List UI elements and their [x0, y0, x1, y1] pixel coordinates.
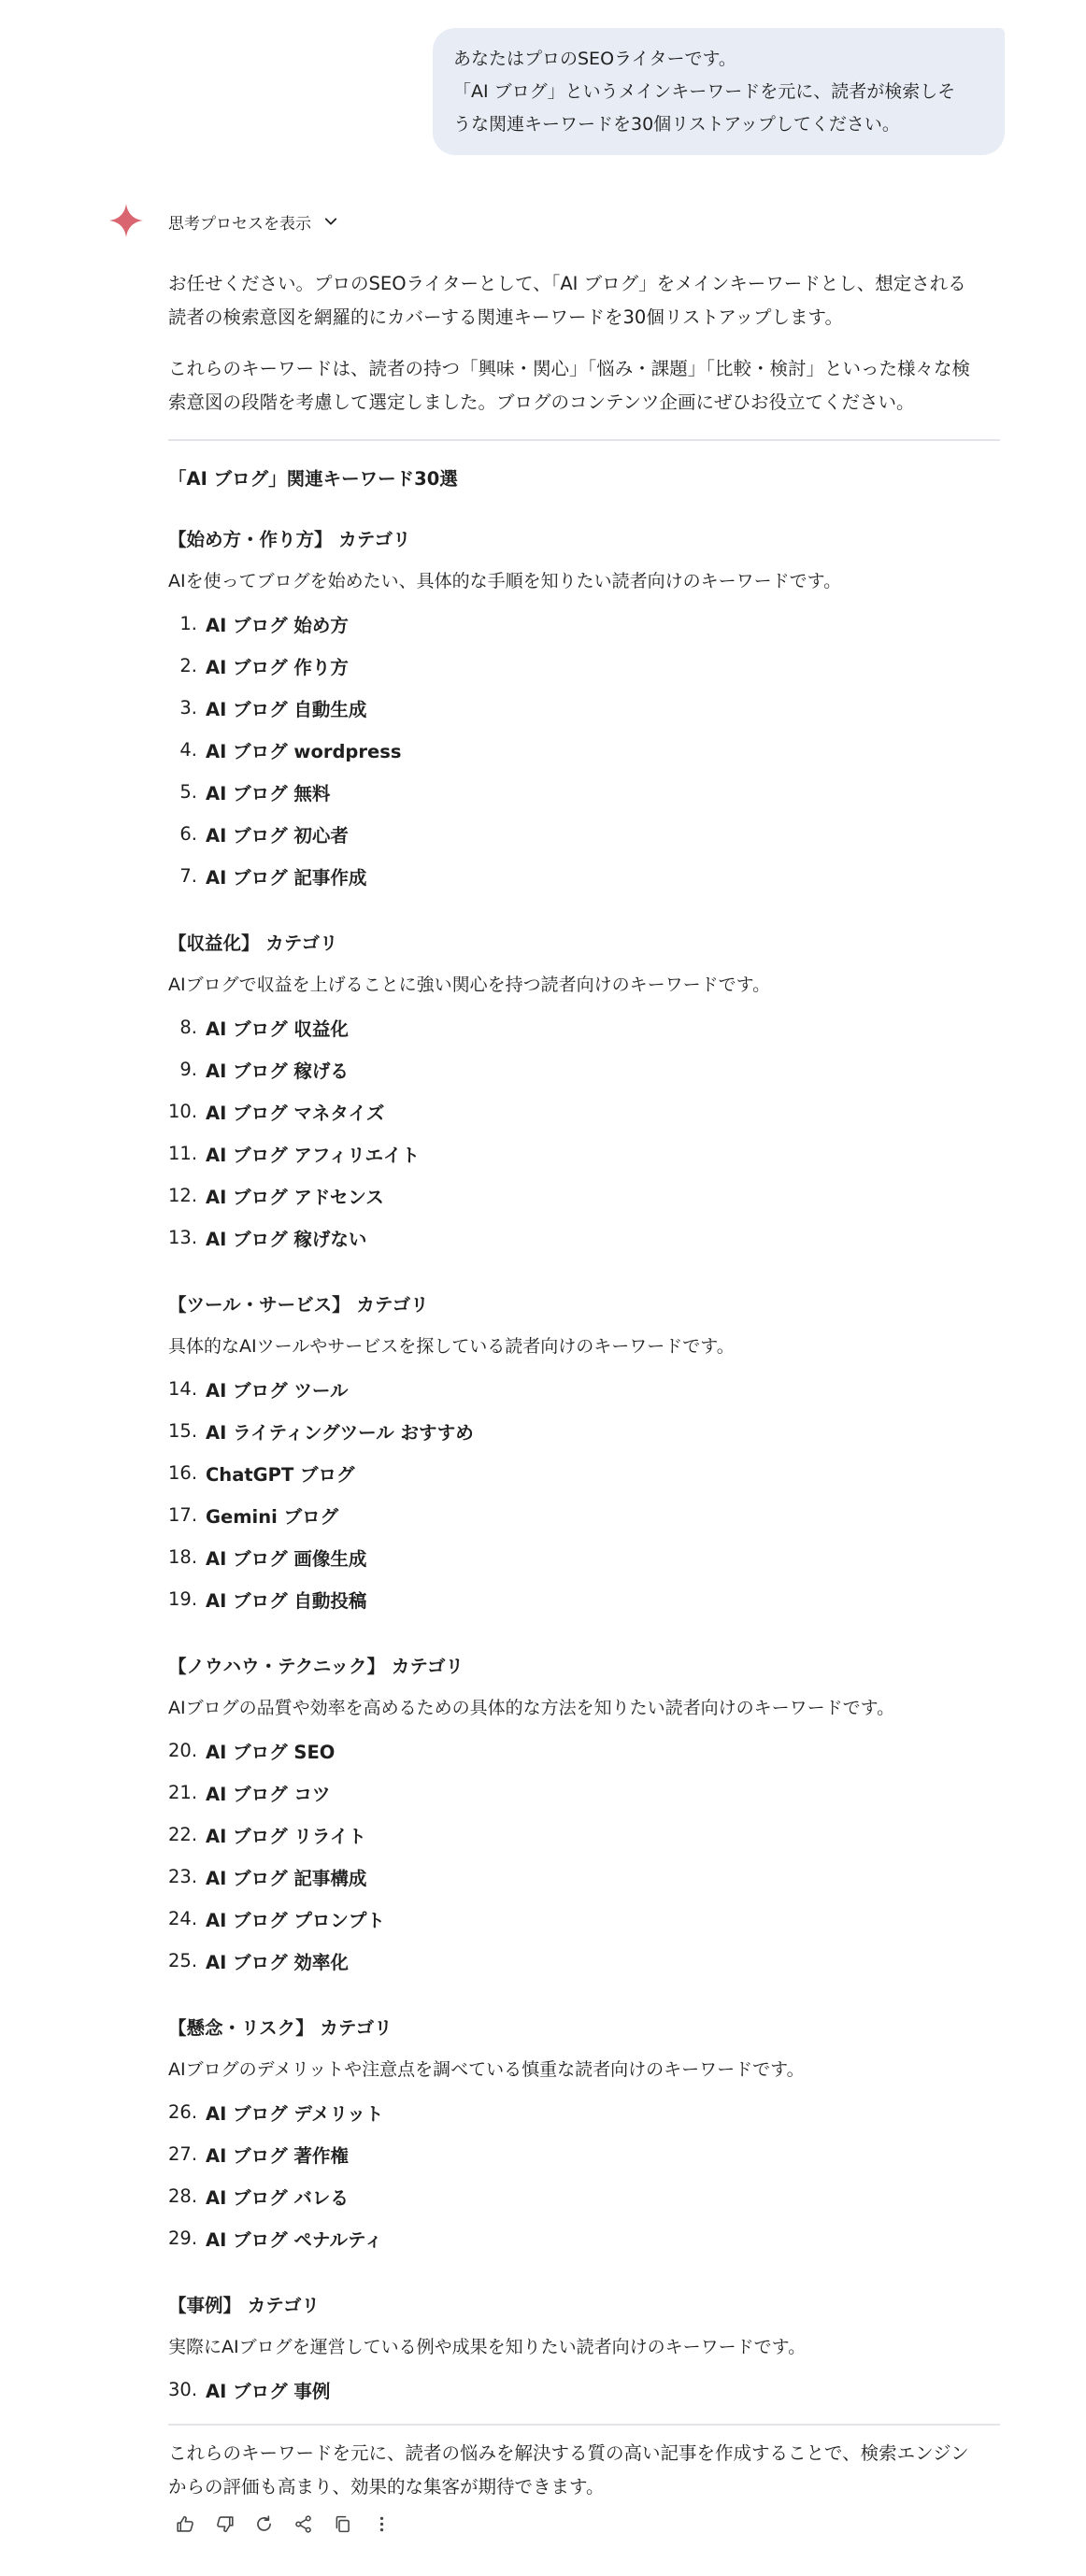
keyword-number: 11. [168, 1143, 198, 1164]
keyword-text: AI ブログ デメリット [206, 2102, 384, 2125]
keyword-number: 28. [168, 2185, 198, 2207]
keyword-list-item [168, 1217, 1000, 1259]
model-response [168, 267, 1000, 2504]
response-action-bar [168, 2507, 404, 2540]
keyword-list-item [168, 1090, 1000, 1132]
keyword-number: 20. [168, 1740, 198, 1761]
keyword-text: AI ブログ コツ [206, 1783, 331, 1805]
keyword-list-item [168, 687, 1000, 729]
keyword-text: AI ブログ 始め方 [206, 614, 349, 636]
response-heading: 「AI ブログ」関連キーワード30選 [168, 468, 458, 490]
keyword-number: 19. [168, 1588, 198, 1610]
keyword-number: 1. [179, 613, 197, 634]
show-thinking-toggle[interactable] [168, 207, 339, 235]
keyword-list-item [168, 813, 1000, 855]
keyword-list-item [168, 1856, 1000, 1898]
category-description: 具体的なAIツールやサービスを探している読者向けのキーワードです。 [168, 1336, 735, 1357]
intro-line: これらのキーワードは、読者の持つ「興味・関心」「悩み・課題」「比較・検討」といった様々な検 [168, 358, 971, 379]
category-description: AIブログの品質や効率を高めるための具体的な方法を知りたい読者向けのキーワードです。 [168, 1698, 895, 1718]
keyword-category [168, 526, 1000, 897]
keyword-list [168, 1368, 1000, 1620]
gemini-sparkle-icon [108, 203, 144, 238]
closing-line: これらのキーワードを元に、読者の悩みを解決する質の高い記事を作成することで、検索エンジン [168, 2442, 969, 2464]
keyword-list-item [168, 2369, 1000, 2411]
category-description: 実際にAIブログを運営している例や成果を知りたい読者向けのキーワードです。 [168, 2337, 807, 2357]
keyword-number: 13. [168, 1227, 198, 1248]
keyword-text: AI ブログ アフィリエイト [206, 1144, 420, 1166]
keyword-number: 17. [168, 1504, 198, 1526]
keyword-list-item [168, 1814, 1000, 1856]
keyword-list-item [168, 1940, 1000, 1982]
show-thinking-label: 思考プロセスを表示 [168, 214, 311, 234]
keyword-text: AI ブログ 著作権 [206, 2144, 349, 2167]
keyword-number: 16. [168, 1462, 198, 1484]
keyword-list-item [168, 1132, 1000, 1174]
keyword-category [168, 930, 1000, 1259]
keyword-number: 12. [168, 1185, 198, 1206]
keyword-list-item [168, 1048, 1000, 1090]
keyword-category [168, 2292, 1000, 2411]
category-description: AIを使ってブログを始めたい、具体的な手順を知りたい読者向けのキーワードです。 [168, 571, 842, 591]
keyword-category [168, 1653, 1000, 1982]
keyword-number: 6. [179, 823, 197, 845]
copy-icon [333, 2514, 352, 2534]
intro-line: 読者の検索意図を網羅的にカバーする関連キーワードを30個リストアップします。 [168, 306, 843, 328]
keyword-list-item [168, 1006, 1000, 1048]
keyword-list-item [168, 2217, 1000, 2259]
intro-paragraph [168, 267, 1000, 334]
keyword-number: 26. [168, 2101, 198, 2123]
keyword-list-item [168, 855, 1000, 897]
keyword-list-item [168, 1772, 1000, 1814]
keyword-number: 14. [168, 1378, 198, 1400]
keyword-list-item [168, 2133, 1000, 2175]
keyword-number: 4. [179, 739, 197, 761]
keyword-number: 21. [168, 1782, 198, 1803]
regenerate-button[interactable] [247, 2507, 280, 2540]
keyword-number: 18. [168, 1546, 198, 1568]
keyword-list [168, 603, 1000, 897]
keyword-text: AI ブログ リライト [206, 1825, 366, 1847]
keyword-number: 5. [179, 781, 197, 803]
keyword-text: AI ブログ ペナルティ [206, 2228, 383, 2251]
thumbs-up-button[interactable] [168, 2507, 202, 2540]
more-vert-icon [372, 2514, 392, 2534]
thumbs-up-icon [176, 2514, 195, 2534]
keyword-list-item [168, 603, 1000, 645]
keyword-text: AI ブログ 作り方 [206, 656, 349, 678]
keyword-list-item [168, 2175, 1000, 2217]
keyword-text: AI ブログ wordpress [206, 740, 402, 762]
user-prompt-line: 「AI ブログ」というメインキーワードを元に、読者が検索しそ [453, 81, 956, 102]
keyword-list-item [168, 1729, 1000, 1772]
keyword-category [168, 1291, 1000, 1620]
share-icon [293, 2514, 313, 2534]
keyword-number: 8. [179, 1017, 197, 1038]
keyword-list-item [168, 1578, 1000, 1620]
keyword-number: 23. [168, 1866, 198, 1887]
divider [168, 439, 1000, 441]
keyword-number: 15. [168, 1420, 198, 1442]
user-prompt-line: うな関連キーワードを30個リストアップしてください。 [453, 114, 900, 135]
keyword-list-item [168, 729, 1000, 771]
regenerate-icon [254, 2514, 274, 2534]
keyword-list-item [168, 1898, 1000, 1940]
keyword-list-item [168, 1368, 1000, 1410]
keyword-number: 2. [179, 655, 197, 676]
thumbs-down-button[interactable] [207, 2507, 241, 2540]
share-button[interactable] [286, 2507, 320, 2540]
keyword-number: 30. [168, 2379, 198, 2400]
keyword-text: AI ブログ プロンプト [206, 1909, 385, 1931]
keyword-number: 9. [179, 1059, 197, 1080]
keyword-text: AI ブログ 効率化 [206, 1951, 349, 1973]
category-title: 【始め方・作り方】 カテゴリ [168, 529, 411, 550]
keyword-number: 22. [168, 1824, 198, 1845]
keyword-list [168, 2091, 1000, 2259]
closing-paragraph [168, 2437, 1000, 2504]
keyword-text: AI ブログ 事例 [206, 2380, 331, 2402]
intro-line: 索意図の段階を考慮して選定しました。ブログのコンテンツ企画にぜひお役立てください。 [168, 391, 915, 413]
intro-line: お任せください。プロのSEOライターとして、「AI ブログ」をメインキーワードとし、想定される [168, 273, 966, 294]
keyword-text: AI ブログ 無料 [206, 782, 331, 804]
keyword-list [168, 1729, 1000, 1982]
keyword-list-item [168, 1536, 1000, 1578]
keyword-list-item [168, 1174, 1000, 1217]
category-title: 【懸念・リスク】 カテゴリ [168, 2017, 393, 2039]
category-description: AIブログのデメリットや注意点を調べている慎重な読者向けのキーワードです。 [168, 2059, 805, 2080]
keyword-text: AI ブログ 自動投稿 [206, 1589, 367, 1612]
keyword-category [168, 2014, 1000, 2259]
keyword-list-item [168, 1494, 1000, 1536]
keyword-text: AI ブログ 記事構成 [206, 1867, 367, 1889]
keyword-text: ChatGPT ブログ [206, 1463, 355, 1486]
category-title: 【ノウハウ・テクニック】 カテゴリ [168, 1656, 464, 1677]
keyword-list-item [168, 1452, 1000, 1494]
keyword-number: 29. [168, 2227, 198, 2249]
keyword-list-item [168, 1410, 1000, 1452]
more-options-button[interactable] [364, 2507, 398, 2540]
keyword-list-item [168, 771, 1000, 813]
copy-button[interactable] [325, 2507, 359, 2540]
keyword-number: 25. [168, 1950, 198, 1971]
category-description: AIブログで収益を上げることに強い関心を持つ読者向けのキーワードです。 [168, 975, 771, 995]
keyword-number: 27. [168, 2143, 198, 2165]
keyword-categories [168, 526, 1000, 2411]
keyword-text: AI ブログ マネタイズ [206, 1102, 385, 1124]
keyword-text: Gemini ブログ [206, 1505, 339, 1528]
keyword-text: AI ブログ 画像生成 [206, 1547, 367, 1570]
divider [168, 2424, 1000, 2426]
keyword-list [168, 1006, 1000, 1259]
intro-paragraph [168, 352, 1000, 420]
keyword-text: AI ブログ 初心者 [206, 824, 349, 847]
keyword-text: AI ライティングツール おすすめ [206, 1421, 474, 1444]
keyword-text: AI ブログ 稼げる [206, 1060, 349, 1082]
chevron-down-icon [322, 213, 339, 230]
keyword-text: AI ブログ SEO [206, 1741, 336, 1763]
category-title: 【収益化】 カテゴリ [168, 932, 338, 954]
keyword-number: 10. [168, 1101, 198, 1122]
keyword-text: AI ブログ アドセンス [206, 1186, 384, 1208]
category-title: 【事例】 カテゴリ [168, 2295, 321, 2316]
keyword-list-item [168, 645, 1000, 687]
keyword-text: AI ブログ 稼げない [206, 1228, 367, 1250]
user-prompt-line: あなたはプロのSEOライターです。 [453, 49, 736, 69]
keyword-text: AI ブログ バレる [206, 2186, 349, 2209]
closing-line: からの評価も高まり、効果的な集客が期待できます。 [168, 2476, 605, 2498]
keyword-text: AI ブログ 収益化 [206, 1018, 349, 1040]
keyword-number: 24. [168, 1908, 198, 1929]
keyword-number: 7. [179, 865, 197, 887]
thumbs-down-icon [215, 2514, 235, 2534]
keyword-text: AI ブログ 自動生成 [206, 698, 367, 720]
category-title: 【ツール・サービス】 カテゴリ [168, 1294, 429, 1316]
keyword-number: 3. [179, 697, 197, 719]
keyword-list [168, 2369, 1000, 2411]
keyword-text: AI ブログ 記事作成 [206, 866, 367, 889]
user-prompt-bubble [433, 28, 1005, 155]
keyword-list-item [168, 2091, 1000, 2133]
keyword-text: AI ブログ ツール [206, 1379, 349, 1402]
